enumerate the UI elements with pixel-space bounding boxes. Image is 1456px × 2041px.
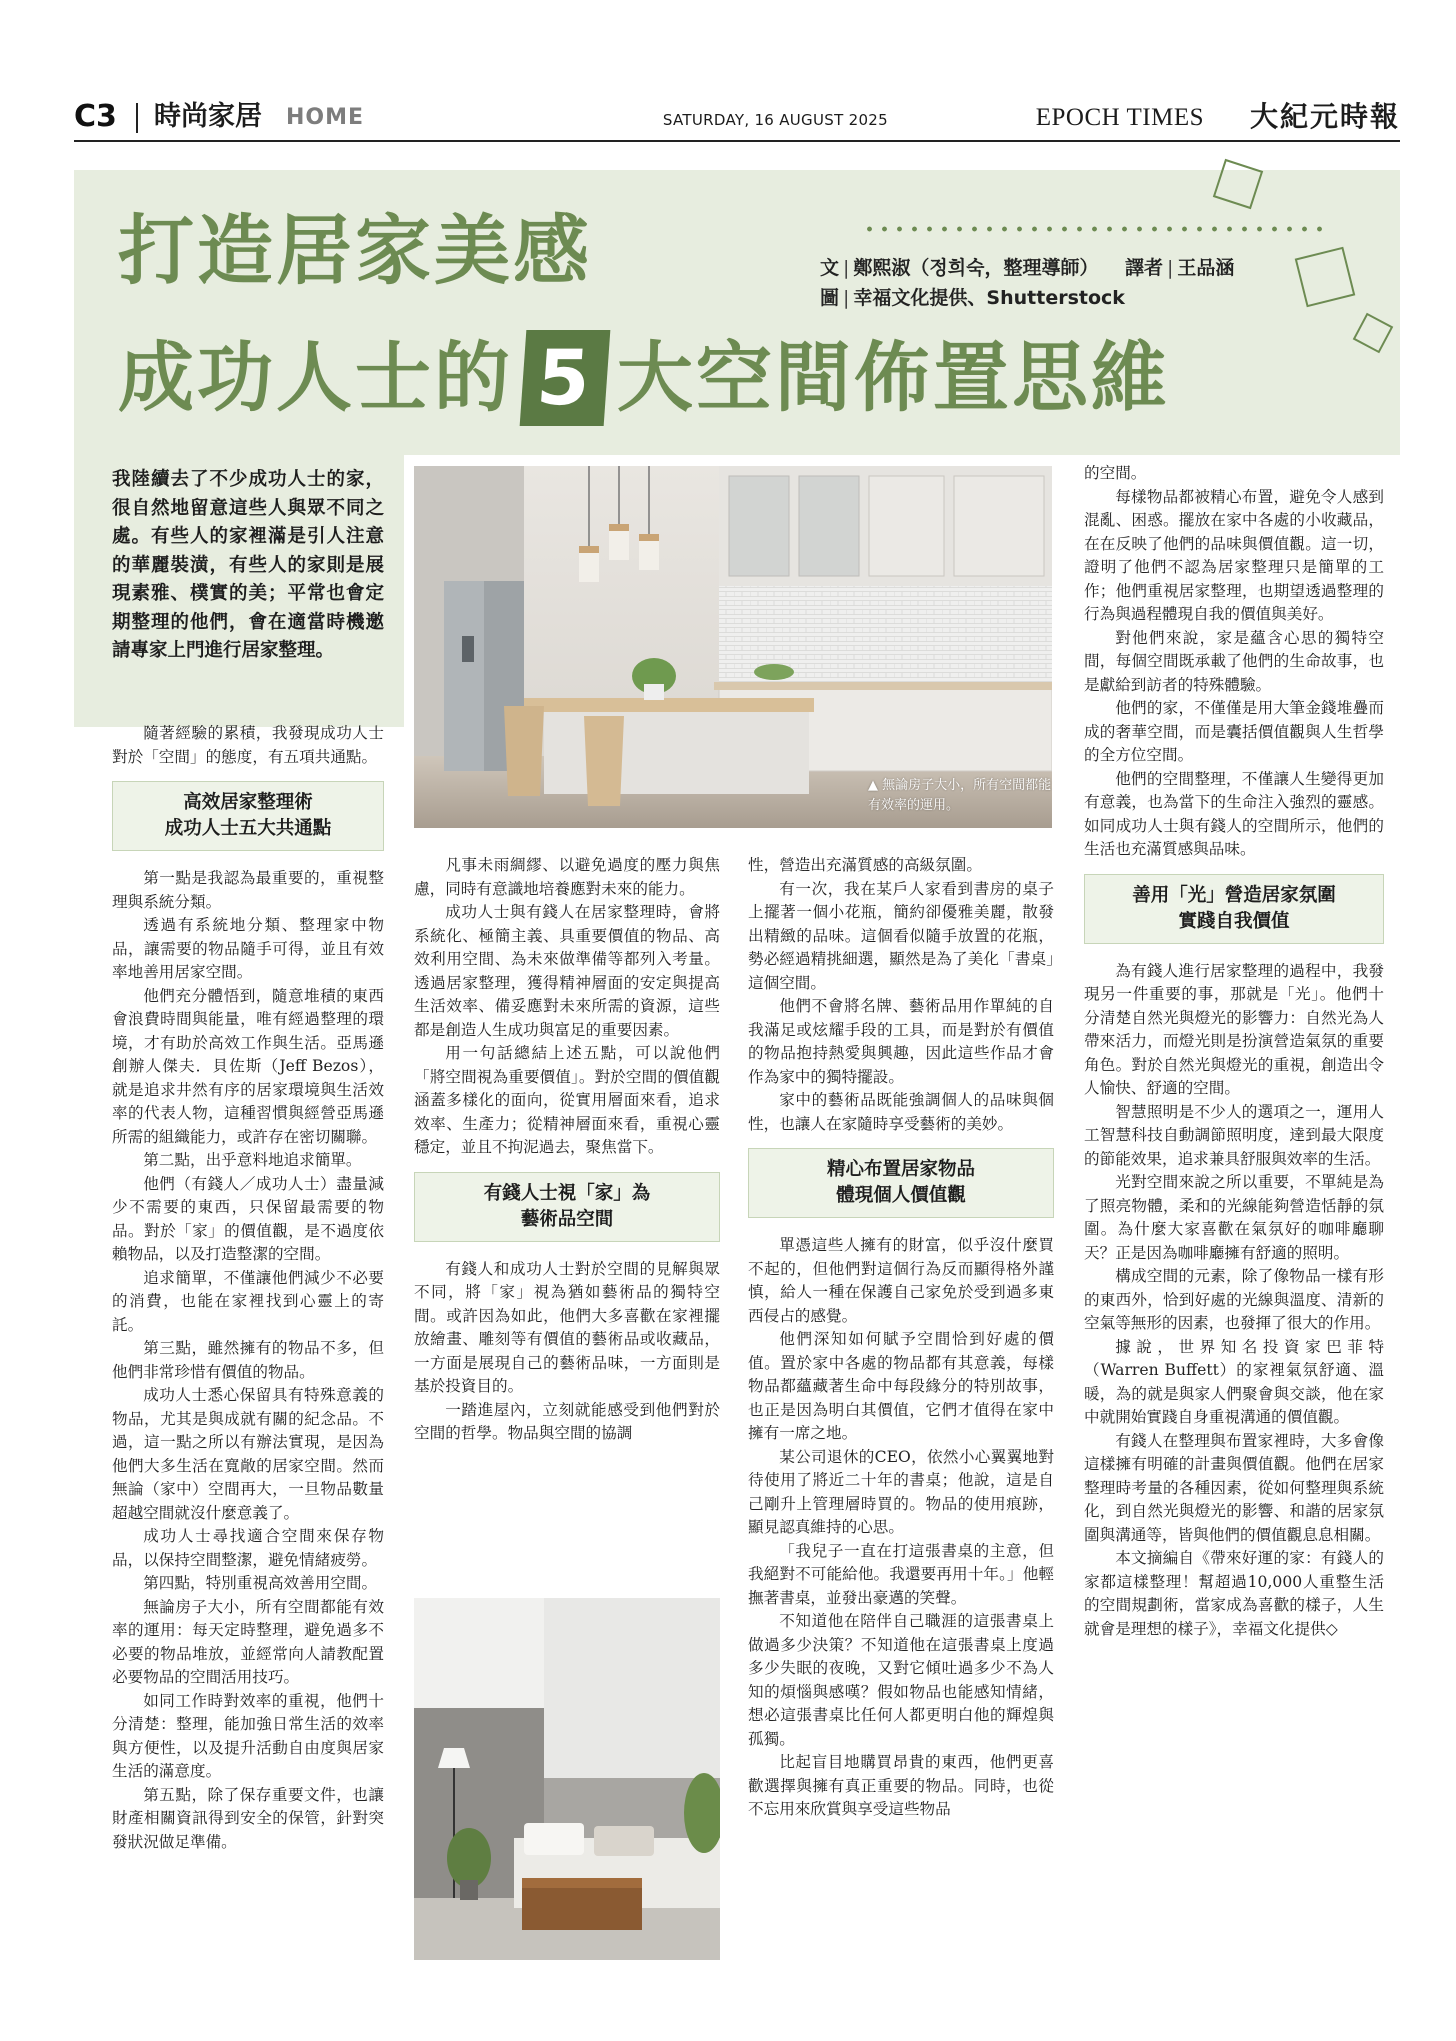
subheading-line1: 精心布置居家物品 xyxy=(826,1159,975,1180)
page-header xyxy=(74,97,1400,139)
paragraph: 單憑這些人擁有的財富，似乎沒什麼買不起的，但他們對這個行為反而顯得格外謹慎，給人一種在保護自己家免於受到過多東西侵占的感覺。 xyxy=(748,1236,1054,1325)
paragraph: 用一句話總結上述五點，可以說他們「將空間視為重要價值」。對於空間的價值觀涵蓋多樣化的面向，從實用層面來看，追求效率、生產力；從精神層面來看，重視心靈穩定，並且不拘泥過去，聚焦當下。 xyxy=(414,1044,720,1156)
paragraph: 他們的空間整理，不僅讓人生變得更加有意義，也為當下的生命注入強烈的靈感。如同成功人士與有錢人的空間所示，他們的生活也充滿質感與品味。 xyxy=(1084,769,1384,858)
photo-credit-label: 圖 xyxy=(820,287,840,309)
column-3 xyxy=(748,854,1054,1822)
subheading-box xyxy=(1084,874,1384,944)
subheading-line2: 體現個人價值觀 xyxy=(836,1185,966,1206)
subheading-line1: 高效居家整理術 xyxy=(183,792,313,813)
kitchen-photo xyxy=(414,466,1052,828)
page-number: C3 xyxy=(74,99,117,134)
living-room-illustration xyxy=(414,1598,720,1960)
article-lede: 我陸續去了不少成功人士的家，很自然地留意這些人與眾不同之處。有些人的家裡滿是引人注意的華麗裝潢，有些人的家則是展現素雅、樸實的美；平常也會定期整理的他們，會在適當時機邀請專家上門進行居家整理。 xyxy=(112,469,384,661)
paragraph: 有錢人和成功人士對於空間的見解與眾不同，將「家」視為猶如藝術品的獨特空間。或許因為如此，他們大多喜歡在家裡擺放繪畫、雕刻等有價值的藝術品或收藏品，一方面是展現自己的藝術品味，一方面則是基於投資目的。 xyxy=(414,1259,720,1395)
paragraph: 如同工作時對效率的重視，他們十分清楚：整理，能加強日常生活的效率與方便性，以及提升活動自由度與居家生活的滿意度。 xyxy=(112,1691,384,1780)
issue-date: SATURDAY, 16 AUGUST 2025 xyxy=(662,111,888,129)
paragraph: 「我兒子一直在打這張書桌的主意，但我絕對不可能給他。我還要再用十年。」他輕撫著書桌，並發出豪邁的笑聲。 xyxy=(748,1541,1054,1607)
paragraph: 性，營造出充滿質感的高級氛圍。 xyxy=(748,856,982,874)
paragraph: 他們（有錢人／成功人士）盡量減少不需要的東西，只保留最需要的物品。對於「家」的價值觀，是不過度依賴物品，以及打造整潔的空間。 xyxy=(112,1174,384,1263)
header-divider xyxy=(136,103,138,133)
translator-name: 王品涵 xyxy=(1177,257,1235,279)
paragraph: 智慧照明是不少人的選項之一，運用人工智慧科技自動調節照明度，達到最大限度的節能效果，追求兼具舒服與效率的生活。 xyxy=(1084,1102,1384,1168)
paragraph: 對他們來說，家是蘊含心思的獨特空間，每個空間既承載了他們的生命故事，也是獻給到訪者的特殊體驗。 xyxy=(1084,628,1384,694)
paragraph: 第二點，出乎意料地追求簡單。 xyxy=(143,1151,362,1169)
paragraph: 無論房子大小，所有空間都能有效率的運用：每天定時整理，避免過多不必要的物品堆放，並經常向人請教配置必要物品的空間活用技巧。 xyxy=(112,1597,384,1686)
paragraph: 隨著經驗的累積，我發現成功人士對於「空間」的態度，有五項共通點。 xyxy=(112,724,384,766)
paragraph: 某公司退休的CEO，依然小心翼翼地對待使用了將近二十年的書桌；他說，這是自己剛升上管理層時買的。物品的使用痕跡，顯見認真維持的心思。 xyxy=(748,1447,1054,1536)
paragraph: 成功人士尋找適合空間來保存物品，以保持空間整潔，避免情緒疲勞。 xyxy=(112,1527,384,1569)
publication-logo-zh: 大紀元時報 xyxy=(1249,100,1400,133)
header-rule xyxy=(74,140,1400,142)
column-2 xyxy=(414,854,720,1446)
photo-caption: ▲ 無論房子大小，所有空間都能有效率的運用。 xyxy=(868,778,1052,813)
paragraph: 不知道他在陪伴自己職涯的這張書桌上做過多少決策？不知道他在這張書桌上度過多少失眠的夜晚，又對它傾吐過多少不為人知的煩惱與感嘆？假如物品也能感知情緒，想必這張書桌比任何人都更明白他的輝煌與孤獨。 xyxy=(748,1612,1054,1748)
paragraph: 透過有系統地分類、整理家中物品，讓需要的物品隨手可得，並且有效率地善用居家空間。 xyxy=(112,916,384,981)
column-1 xyxy=(112,722,384,1854)
paragraph: 第三點，雖然擁有的物品不多，但他們非常珍惜有價值的物品。 xyxy=(112,1339,384,1381)
decorative-dots xyxy=(862,226,1332,232)
paragraph: 家中的藝術品既能強調個人的品味與個性，也讓人在家隨時享受藝術的美妙。 xyxy=(748,1091,1054,1133)
translator-label: 譯者 xyxy=(1124,257,1163,279)
paragraph: 的空間。 xyxy=(1084,464,1147,482)
subheading-line2: 成功人士五大共通點 xyxy=(164,818,332,839)
living-room-photo xyxy=(414,1598,720,1960)
headline-line2-post: 大空間佈置思維 xyxy=(616,333,1170,422)
paragraph: 比起盲目地購買昂貴的東西，他們更喜歡選擇與擁有真正重要的物品。同時，也從不忘用來欣賞與享受這些物品 xyxy=(748,1753,1054,1818)
photo-credit-source: 幸福文化提供、Shutterstock xyxy=(853,287,1125,309)
paragraph: 為有錢人進行居家整理的過程中，我發現另一件重要的事，那就是「光」。他們十分清楚自然光與燈光的影響力：自然光為人帶來活力，而燈光則是扮演營造氣氛的重要角色。對於自然光與燈光的重視，創造出令人愉快、舒適的空間。 xyxy=(1084,961,1384,1097)
paragraph: 一踏進屋內，立刻就能感受到他們對於空間的哲學。物品與空間的協調 xyxy=(414,1400,720,1442)
headline-number-badge: 5 xyxy=(520,330,611,426)
section-name-en: HOME xyxy=(286,105,365,130)
paragraph: 追求簡單，不僅讓他們減少不必要的消費，也能在家裡找到心靈上的寄託。 xyxy=(112,1268,384,1334)
subheading-box xyxy=(414,1172,720,1242)
byline-author: 鄭熙淑（정희숙，整理導師） xyxy=(853,257,1099,279)
paragraph: 有錢人在整理與布置家裡時，大多會像這樣擁有明確的計畫與價值觀。他們在居家整理時考量的各種因素，從如何整理與系統化，到自然光與燈光的影響、和諧的居家氛圍與溝通等，皆與他們的價值觀息息相關。 xyxy=(1084,1431,1384,1544)
subheading-box xyxy=(112,781,384,851)
publication-name-en: EPOCH TIMES xyxy=(1035,104,1204,131)
headline-line2-pre: 成功人士的 xyxy=(118,333,513,422)
subheading-line2: 藝術品空間 xyxy=(520,1208,614,1230)
subheading-box xyxy=(748,1148,1054,1218)
paragraph: 第五點，除了保存重要文件，也讓財產相關資訊得到安全的保管，針對突發狀況做足準備。 xyxy=(112,1785,384,1851)
paragraph: 有一次，我在某戶人家看到書房的桌子上擺著一個小花瓶，簡約卻優雅美麗，散發出精緻的品味。這個看似隨手放置的花瓶，勢必經過精挑細選，顯然是為了美化「書桌」這個空間。 xyxy=(748,879,1054,992)
paragraph: 構成空間的元素，除了像物品一樣有形的東西外，恰到好處的光線與溫度、清新的空氣等無形的因素，也發揮了很大的作用。 xyxy=(1084,1267,1384,1332)
paragraph: 他們的家，不僅僅是用大筆金錢堆疊而成的奢華空間，而是囊括價值觀與人生哲學的全方位空間。 xyxy=(1084,699,1384,764)
byline-label: 文 xyxy=(820,257,840,279)
paragraph: 成功人士與有錢人在居家整理時，會將系統化、極簡主義、具重要價值的物品、高效利用空間、為未來做準備等都列入考量。透過居家整理，獲得精神層面的安定與提高生活效率、備妥應對未來所需的資源，這些都是創造人生成功與富足的重要因素。 xyxy=(414,903,720,1039)
paragraph: 本文摘編自《帶來好運的家：有錢人的家都這樣整理！幫超過10,000人重整生活的空間規劃術，當家成為喜歡的樣子，人生就會是理想的樣子》，幸福文化提供◇ xyxy=(1084,1549,1384,1638)
paragraph: 第四點，特別重視高效善用空間。 xyxy=(143,1574,378,1592)
paragraph: 據說，世界知名投資家巴菲特（Warren Buffett）的家裡氣氛舒適、溫暖，為的就是與家人們聚會與交談，他在家中就開始實踐自身重視溝通的價值觀。 xyxy=(1084,1337,1384,1426)
byline: 文 | 鄭熙淑（정희숙，整理導師） 譯者 | 王品涵 xyxy=(820,257,1235,279)
paragraph: 凡事未雨綢繆、以避免過度的壓力與焦慮，同時有意識地培養應對未來的能力。 xyxy=(414,856,720,898)
paragraph: 成功人士悉心保留具有特殊意義的物品，尤其是與成就有關的紀念品。不過，這一點之所以有辦法實現，是因為他們大多生活在寬敞的居家空間。然而無論（家中）空間再大，一旦物品數量超越空間就沒什麼意義了。 xyxy=(112,1386,384,1522)
paragraph: 第一點是我認為最重要的，重視整理與系統分類。 xyxy=(112,869,384,911)
paragraph: 他們充分體悟到，隨意堆積的東西會浪費時間與能量，唯有經過整理的環境，才有助於高效工作與生活。亞馬遜創辦人傑夫．貝佐斯（Jeff Bezos），就是追求井然有序的居家環境與生活效率的代表人物，這種習慣與經營亞馬遜所需的組織能力，或許存在密切關聯。 xyxy=(112,986,384,1146)
subheading-line1: 善用「光」營造居家氛圍 xyxy=(1132,884,1336,906)
subheading-line2: 實踐自我價值 xyxy=(1178,910,1290,932)
column-4 xyxy=(1084,462,1384,1641)
photo-credit: 圖 | 幸福文化提供、Shutterstock xyxy=(820,287,1125,309)
headline-line2 xyxy=(118,330,1170,426)
paragraph: 光對空間來說之所以重要，不單純是為了照亮物體，柔和的光線能夠營造恬靜的氛圍。為什麼大家喜歡在氣氛好的咖啡廳聊天？正是因為咖啡廳擁有舒適的照明。 xyxy=(1084,1173,1384,1262)
headline-line1: 打造居家美感 xyxy=(118,206,592,295)
kitchen-illustration xyxy=(414,466,1052,828)
paragraph: 每樣物品都被精心布置，避免令人感到混亂、困惑。擺放在家中各處的小收藏品，在在反映了他們的品味與價值觀。這一切，證明了他們不認為居家整理只是簡單的工作；他們重視居家整理，也期望透過整理的行為與過程體現自我的價值與美好。 xyxy=(1084,487,1384,623)
paragraph: 他們不會將名牌、藝術品用作單純的自我滿足或炫耀手段的工具，而是對於有價值的物品抱持熱愛與興趣，因此這些作品才會作為家中的獨特擺設。 xyxy=(748,997,1054,1086)
subheading-line1: 有錢人士視「家」為 xyxy=(483,1182,651,1204)
section-name: 時尚家居 xyxy=(154,101,262,132)
paragraph: 他們深知如何賦予空間恰到好處的價值。置於家中各處的物品都有其意義，每樣物品都蘊藏著生命中每段緣分的特別故事，也正是因為明白其價值，它們才值得在家中擁有一席之地。 xyxy=(748,1330,1054,1442)
